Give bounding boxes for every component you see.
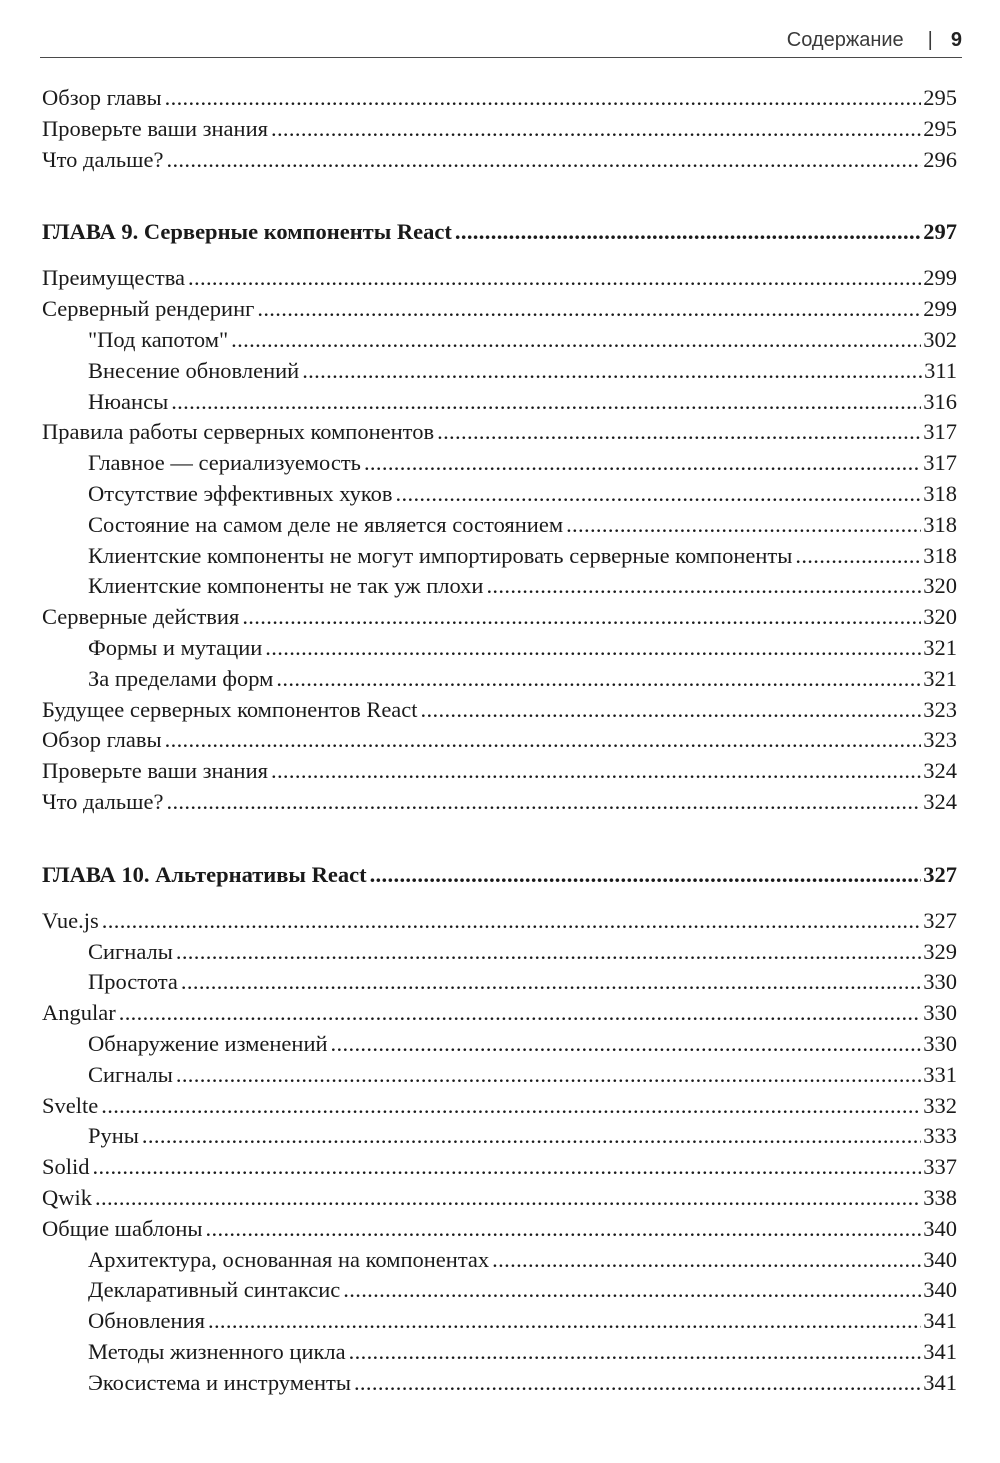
toc-leader-dots (257, 294, 921, 325)
toc-entry-title: Обнаружение изменений (88, 1030, 328, 1056)
toc-entry (42, 1214, 957, 1245)
toc-entry-title: Проверьте ваши знания (42, 115, 268, 141)
toc-entry (42, 1029, 957, 1060)
toc-entry-title: Преимущества (42, 265, 186, 291)
toc-entry-page: 320 (923, 573, 957, 599)
toc-entry-title: Vue.js (42, 907, 99, 933)
toc-leader-dots (364, 448, 921, 479)
toc-chapter (42, 858, 957, 892)
toc-leader-dots (171, 387, 921, 418)
toc-leader-dots (265, 633, 921, 664)
toc-entry-title: Простота (88, 969, 178, 995)
toc-entry (42, 756, 957, 787)
toc-entry-title: Клиентские компоненты не так уж плохи (88, 573, 484, 599)
toc-entry-title: Серверный рендеринг (42, 296, 255, 322)
toc-leader-dots (492, 1245, 921, 1276)
toc-entry (42, 664, 957, 695)
toc-leader-dots (349, 1337, 922, 1368)
toc-entry-page: 316 (923, 388, 957, 414)
toc-entry-page: 330 (923, 1030, 957, 1056)
toc-entry (42, 1183, 957, 1214)
toc-entry-page: 330 (923, 969, 957, 995)
toc-entry (42, 479, 957, 510)
toc-entry-title: Обзор главы (42, 727, 162, 753)
toc-entry-page: 320 (923, 604, 957, 630)
toc-entry-page: 311 (924, 357, 957, 383)
toc-leader-dots (102, 906, 921, 937)
toc-entry (42, 1060, 957, 1091)
toc-leader-dots (188, 263, 921, 294)
toc-entry-page: 341 (923, 1369, 957, 1395)
toc-leader-dots (795, 541, 921, 572)
toc-entry-title: Angular (42, 1000, 116, 1026)
toc-leader-dots (95, 1183, 921, 1214)
toc-leader-dots (165, 725, 922, 756)
toc-entry-title: Внесение обновлений (88, 357, 300, 383)
table-of-contents (42, 83, 957, 1398)
toc-leader-dots (181, 967, 921, 998)
toc-entry-title: Обновления (88, 1308, 205, 1334)
toc-leader-dots (101, 1091, 921, 1122)
toc-leader-dots (166, 787, 921, 818)
toc-entry-title: Правила работы серверных компонентов (42, 419, 435, 445)
toc-entry (42, 695, 957, 726)
toc-entry-page: 327 (923, 861, 957, 887)
header-section-title: Содержание (786, 29, 904, 51)
toc-entry-page: 296 (923, 146, 957, 172)
toc-entry-page: 297 (923, 219, 957, 245)
toc-entry-title: Общие шаблоны (42, 1215, 203, 1241)
toc-entry (42, 1306, 957, 1337)
toc-entry (42, 263, 957, 294)
toc-entry-title: Отсутствие эффективных хуков (88, 480, 393, 506)
toc-entry-title: Обзор главы (42, 85, 162, 110)
toc-entry (42, 937, 957, 968)
toc-entry (42, 114, 957, 145)
toc-leader-dots (242, 602, 921, 633)
toc-entry-page: 295 (923, 85, 957, 110)
toc-leader-dots (455, 215, 921, 249)
toc-entry-title: Клиентские компоненты не могут импортировать серверные компоненты (88, 542, 793, 568)
toc-leader-dots (396, 479, 922, 510)
toc-entry-title: Сигналы (88, 1061, 173, 1087)
toc-leader-dots (354, 1368, 921, 1399)
toc-entry-title: ГЛАВА 10. Альтернативы React (42, 861, 367, 887)
toc-chapter (42, 215, 957, 249)
toc-entry (42, 1152, 957, 1183)
toc-entry-page: 338 (923, 1184, 957, 1210)
toc-leader-dots (142, 1121, 921, 1152)
toc-entry-page: 324 (923, 758, 957, 784)
toc-entry-page: 340 (923, 1277, 957, 1303)
toc-entry-page: 329 (923, 938, 957, 964)
toc-entry-page: 327 (923, 907, 957, 933)
toc-entry-page: 332 (923, 1092, 957, 1118)
toc-entry-title: Что дальше? (42, 788, 164, 814)
toc-entry (42, 541, 957, 572)
toc-entry-page: 337 (923, 1154, 957, 1180)
toc-entry-title: Серверные действия (42, 604, 240, 630)
toc-entry (42, 510, 957, 541)
toc-entry-title: "Под капотом" (88, 326, 229, 352)
toc-leader-dots (176, 1060, 921, 1091)
toc-entry (42, 356, 957, 387)
toc-entry (42, 602, 957, 633)
running-header (40, 29, 962, 58)
toc-entry (42, 787, 957, 818)
toc-entry-page: 295 (923, 115, 957, 141)
toc-entry-title: Архитектура, основанная на компонентах (88, 1246, 490, 1272)
toc-entry-page: 317 (923, 419, 957, 445)
toc-entry (42, 906, 957, 937)
toc-entry-page: 318 (923, 542, 957, 568)
toc-entry-page: 331 (923, 1061, 957, 1087)
toc-entry (42, 83, 957, 114)
toc-entry (42, 387, 957, 418)
toc-entry-page: 340 (923, 1246, 957, 1272)
toc-entry-page: 302 (923, 326, 957, 352)
toc-leader-dots (208, 1306, 921, 1337)
toc-leader-dots (271, 756, 921, 787)
toc-entry (42, 967, 957, 998)
toc-entry-title: Руны (88, 1123, 139, 1149)
toc-entry-page: 341 (923, 1308, 957, 1334)
toc-entry (42, 1337, 957, 1368)
toc-entry-title: ГЛАВА 9. Серверные компоненты React (42, 219, 452, 245)
toc-entry-title: Методы жизненного цикла (88, 1338, 346, 1364)
toc-entry-page: 341 (923, 1338, 957, 1364)
toc-entry-page: 323 (923, 696, 957, 722)
toc-entry-title: За пределами форм (88, 665, 274, 691)
toc-entry-title: Нюансы (88, 388, 169, 414)
toc-leader-dots (93, 1152, 922, 1183)
toc-entry (42, 1091, 957, 1122)
toc-entry-title: Проверьте ваши знания (42, 758, 268, 784)
toc-entry (42, 998, 957, 1029)
toc-entry-title: Будущее серверных компонентов React (42, 696, 418, 722)
toc-entry (42, 417, 957, 448)
toc-entry-page: 321 (923, 665, 957, 691)
toc-entry-page: 324 (923, 788, 957, 814)
header-page-number: 9 (950, 29, 962, 51)
toc-leader-dots (271, 114, 921, 145)
toc-entry-page: 299 (923, 296, 957, 322)
toc-entry (42, 633, 957, 664)
toc-entry-page: 299 (923, 265, 957, 291)
toc-leader-dots (343, 1275, 921, 1306)
toc-leader-dots (206, 1214, 922, 1245)
toc-entry-title: Экосистема и инструменты (88, 1369, 351, 1395)
toc-entry-title: Главное — сериализуемость (88, 450, 361, 476)
toc-entry-page: 318 (923, 511, 957, 537)
toc-entry-page: 318 (923, 480, 957, 506)
toc-entry-title: Формы и мутации (88, 634, 263, 660)
toc-leader-dots (331, 1029, 922, 1060)
toc-entry-title: Декларативный синтаксис (88, 1277, 341, 1303)
toc-entry-page: 321 (923, 634, 957, 660)
toc-entry-page: 330 (923, 1000, 957, 1026)
header-separator: | (927, 29, 933, 51)
toc-entry (42, 725, 957, 756)
toc-entry (42, 145, 957, 176)
toc-entry (42, 1121, 957, 1152)
toc-entry (42, 1275, 957, 1306)
toc-leader-dots (437, 417, 921, 448)
toc-entry (42, 1245, 957, 1276)
toc-entry-title: Состояние на самом деле не является состоянием (88, 511, 564, 537)
toc-leader-dots (119, 998, 922, 1029)
toc-leader-dots (421, 695, 922, 726)
toc-entry-page: 340 (923, 1215, 957, 1241)
toc-leader-dots (166, 145, 921, 176)
toc-entry-page: 317 (923, 450, 957, 476)
toc-entry-page: 323 (923, 727, 957, 753)
toc-entry-title: Что дальше? (42, 146, 164, 172)
toc-entry (42, 448, 957, 479)
toc-leader-dots (486, 571, 921, 602)
toc-leader-dots (176, 937, 921, 968)
toc-entry-title: Svelte (42, 1092, 99, 1118)
toc-entry-title: Qwik (42, 1184, 92, 1210)
toc-entry (42, 325, 957, 356)
toc-entry (42, 1368, 957, 1399)
toc-leader-dots (165, 83, 922, 114)
toc-entry (42, 571, 957, 602)
toc-leader-dots (566, 510, 921, 541)
toc-entry-page: 333 (923, 1123, 957, 1149)
toc-leader-dots (276, 664, 921, 695)
toc-leader-dots (231, 325, 921, 356)
toc-entry-title: Solid (42, 1154, 90, 1180)
toc-leader-dots (370, 858, 922, 892)
toc-entry (42, 294, 957, 325)
toc-entry-title: Сигналы (88, 938, 173, 964)
toc-leader-dots (302, 356, 922, 387)
